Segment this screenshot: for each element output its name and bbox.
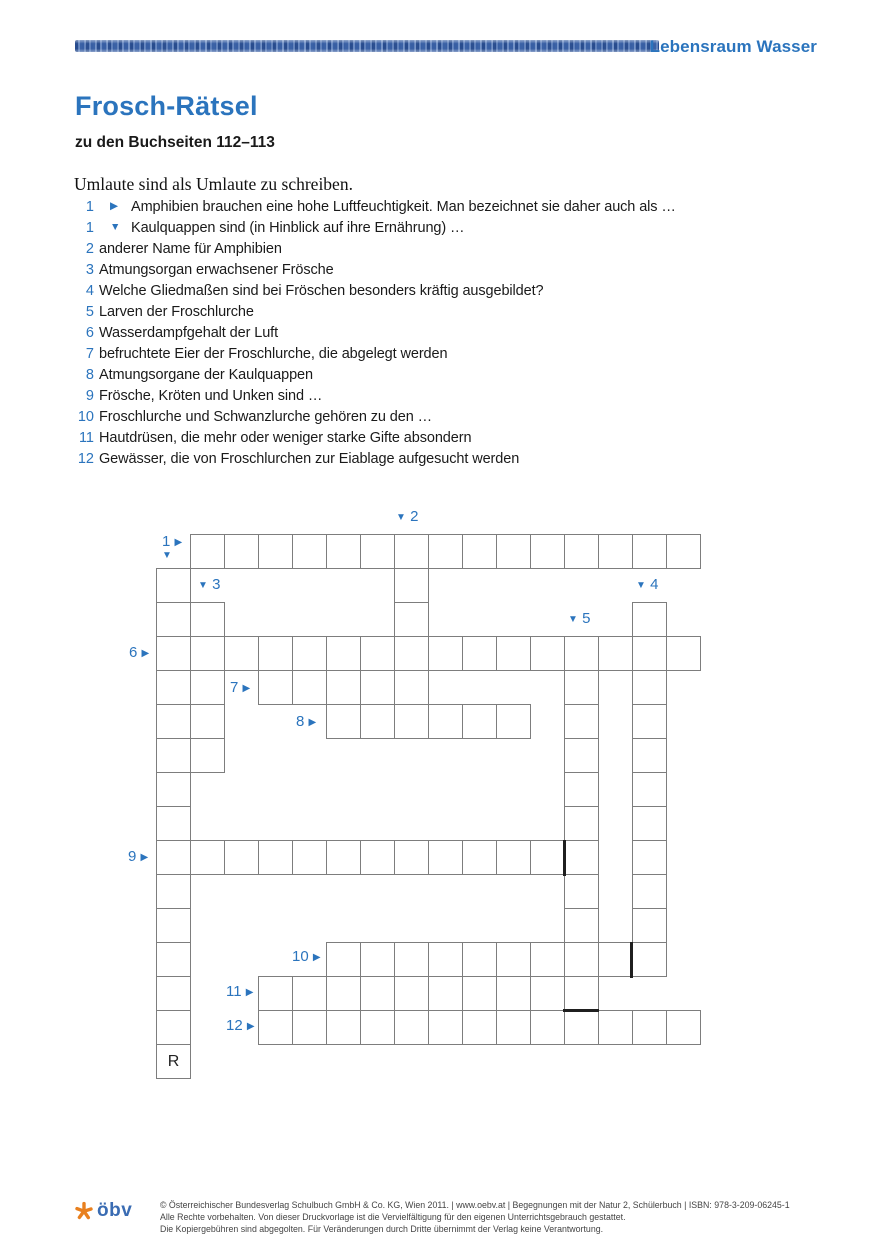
grid-cell-r2c0[interactable] [156, 602, 191, 637]
down-arrow-icon: ▼ [636, 580, 646, 591]
grid-cell-r3c1[interactable] [190, 636, 225, 671]
grid-cell-r12c12[interactable] [564, 942, 599, 977]
grid-cell-r3c6[interactable] [360, 636, 395, 671]
word-boundary-mark-2 [630, 942, 633, 978]
grid-cell-r8c14[interactable] [632, 806, 667, 841]
grid-cell-r5c10[interactable] [496, 704, 531, 739]
clue-number: 8 [85, 367, 94, 383]
grid-cell-r12c6[interactable] [360, 942, 395, 977]
clue-text: Gewässer, die von Froschlurchen zur Eiablage aufgesucht werden [99, 451, 520, 467]
grid-label-3 [198, 578, 220, 594]
grid-cell-r9c10[interactable] [496, 840, 531, 875]
prefilled-letter: R [167, 1053, 180, 1070]
grid-cell-r14c4[interactable] [292, 1010, 327, 1045]
grid-cell-r12c8[interactable] [428, 942, 463, 977]
right-arrow-icon: ▶ [140, 852, 149, 863]
clue-text: Frösche, Kröten und Unken sind … [99, 388, 323, 404]
grid-cell-r12c9[interactable] [462, 942, 497, 977]
grid-cell-r9c9[interactable] [462, 840, 497, 875]
grid-cell-r11c14[interactable] [632, 908, 667, 943]
grid-cell-r3c2[interactable] [224, 636, 259, 671]
grid-cell-r0c4[interactable] [292, 534, 327, 569]
grid-cell-r14c3[interactable] [258, 1010, 293, 1045]
grid-cell-r3c10[interactable] [496, 636, 531, 671]
grid-cell-r2c7[interactable] [394, 602, 429, 637]
grid-cell-r13c6[interactable] [360, 976, 395, 1011]
clue-text: Hautdrüsen, die mehr oder weniger starke Gifte absondern [99, 430, 472, 446]
grid-cell-r5c12[interactable] [564, 704, 599, 739]
grid-cell-r10c12[interactable] [564, 874, 599, 909]
grid-cell-r5c14[interactable] [632, 704, 667, 739]
clue-text: befruchtete Eier der Froschlurche, die abgelegt werden [99, 346, 448, 362]
grid-cell-r3c8[interactable] [428, 636, 463, 671]
grid-cell-r0c11[interactable] [530, 534, 565, 569]
grid-cell-r1c7[interactable] [394, 568, 429, 603]
grid-label-2 [396, 510, 418, 526]
clue-text: Amphibien brauchen eine hohe Luftfeuchtigkeit. Man bezeichnet sie daher auch als … [131, 199, 676, 215]
grid-cell-r0c6[interactable] [360, 534, 395, 569]
grid-cell-r12c7[interactable] [394, 942, 429, 977]
grid-cell-r3c5[interactable] [326, 636, 361, 671]
grid-cell-r6c12[interactable] [564, 738, 599, 773]
grid-cell-r12c11[interactable] [530, 942, 565, 977]
right-arrow-icon: ▶ [174, 537, 183, 548]
grid-cell-r3c13[interactable] [598, 636, 633, 671]
grid-cell-r4c6[interactable] [360, 670, 395, 705]
grid-cell-r1c0[interactable] [156, 568, 191, 603]
grid-cell-r4c14[interactable] [632, 670, 667, 705]
grid-label-8 [296, 715, 316, 731]
grid-cell-r11c0[interactable] [156, 908, 191, 943]
grid-cell-r14c7[interactable] [394, 1010, 429, 1045]
grid-cell-r9c12[interactable] [564, 840, 599, 875]
grid-cell-r0c2[interactable] [224, 534, 259, 569]
grid-cell-r14c12[interactable] [564, 1010, 599, 1045]
grid-label-7 [230, 681, 250, 697]
label-number: 8 [296, 713, 305, 730]
right-arrow-icon: ▶ [141, 648, 150, 659]
right-arrow-icon: ▶ [110, 200, 119, 212]
grid-cell-r13c12[interactable] [564, 976, 599, 1011]
grid-cell-r4c3[interactable] [258, 670, 293, 705]
grid-cell-r12c5[interactable] [326, 942, 361, 977]
clue-text: Welche Gliedmaßen sind bei Fröschen besonders kräftig ausgebildet? [99, 283, 544, 299]
grid-cell-r14c11[interactable] [530, 1010, 565, 1045]
clue-text: Wasserdampfgehalt der Luft [99, 325, 279, 341]
grid-cell-r13c4[interactable] [292, 976, 327, 1011]
grid-cell-r13c9[interactable] [462, 976, 497, 1011]
clue-text: Froschlurche und Schwanzlurche gehören zu den … [99, 409, 433, 425]
grid-cell-r5c1[interactable] [190, 704, 225, 739]
grid-cell-r11c12[interactable] [564, 908, 599, 943]
page-title: Frosch-Rätsel [75, 91, 258, 121]
grid-cell-r0c5[interactable] [326, 534, 361, 569]
grid-cell-r3c3[interactable] [258, 636, 293, 671]
grid-cell-r0c8[interactable] [428, 534, 463, 569]
grid-cell-r3c12[interactable] [564, 636, 599, 671]
grid-cell-r0c1[interactable] [190, 534, 225, 569]
grid-cell-r3c4[interactable] [292, 636, 327, 671]
clue-number: 1 [85, 220, 94, 236]
grid-cell-r12c10[interactable] [496, 942, 531, 977]
grid-cell-r9c2[interactable] [224, 840, 259, 875]
clue-text: Atmungsorgan erwachsener Frösche [99, 262, 334, 278]
grid-cell-r0c9[interactable] [462, 534, 497, 569]
label-number: 2 [410, 508, 419, 525]
label-number: 10 [292, 948, 309, 965]
clue-text: Kaulquappen sind (in Hinblick auf ihre Ernährung) … [131, 220, 465, 236]
footer-line-1: © Österreichischer Bundesverlag Schulbuch GmbH & Co. KG, Wien 2011. | www.oebv.at | Begegnungen mit der Natur 2, Schülerbuch | ISBN: 978-3-209-06245-1 [160, 1200, 790, 1210]
grid-cell-r5c0[interactable] [156, 704, 191, 739]
grid-cell-r14c6[interactable] [360, 1010, 395, 1045]
grid-cell-r3c9[interactable] [462, 636, 497, 671]
grid-cell-r9c3[interactable] [258, 840, 293, 875]
footer-line-2: Alle Rechte vorbehalten. Von dieser Druckvorlage ist die Vervielfältigung für den eigenen Unterrichtsgebrauch gestattet. [160, 1211, 626, 1222]
grid-cell-r4c1[interactable] [190, 670, 225, 705]
grid-cell-r9c6[interactable] [360, 840, 395, 875]
label-number: 11 [226, 983, 242, 1000]
grid-cell-r3c11[interactable] [530, 636, 565, 671]
right-arrow-icon: ▶ [246, 1021, 255, 1032]
clue-number: 1 [85, 199, 94, 215]
grid-cell-r6c1[interactable] [190, 738, 225, 773]
grid-cell-r9c1[interactable] [190, 840, 225, 875]
clue-text: Atmungsorgane der Kaulquappen [99, 367, 313, 383]
grid-label-12 [226, 1019, 255, 1035]
grid-cell-r12c13[interactable] [598, 942, 633, 977]
grid-cell-r9c0[interactable] [156, 840, 191, 875]
grid-cell-r13c7[interactable] [394, 976, 429, 1011]
instruction-text: Umlaute sind als Umlaute zu schreiben. [74, 174, 353, 194]
grid-cell-r13c0[interactable] [156, 976, 191, 1011]
grid-cell-r9c8[interactable] [428, 840, 463, 875]
label-number: 3 [212, 576, 221, 593]
label-number: 12 [226, 1017, 243, 1034]
grid-cell-r5c7[interactable] [394, 704, 429, 739]
grid-cell-r8c12[interactable] [564, 806, 599, 841]
grid-cell-r7c12[interactable] [564, 772, 599, 807]
clue-number: 5 [85, 304, 94, 320]
grid-cell-r10c14[interactable] [632, 874, 667, 909]
right-arrow-icon: ▶ [242, 683, 251, 694]
clue-number: 4 [85, 283, 94, 299]
grid-cell-r4c0[interactable] [156, 670, 191, 705]
grid-label-9 [128, 850, 148, 866]
clue-number: 12 [77, 451, 94, 467]
label-number: 5 [582, 610, 591, 627]
grid-cell-r6c14[interactable] [632, 738, 667, 773]
down-arrow-icon: ▼ [568, 614, 578, 625]
grid-cell-r6c0[interactable] [156, 738, 191, 773]
clue-text: Larven der Froschlurche [99, 304, 254, 320]
right-arrow-icon: ▶ [245, 987, 254, 998]
grid-cell-r3c0[interactable] [156, 636, 191, 671]
grid-cell-r2c1[interactable] [190, 602, 225, 637]
label-number: 4 [650, 576, 659, 593]
clue-number: 2 [85, 241, 94, 257]
grid-cell-r4c5[interactable] [326, 670, 361, 705]
grid-cell-r3c14[interactable] [632, 636, 667, 671]
clue-number: 11 [78, 430, 94, 446]
grid-cell-r14c15[interactable] [666, 1010, 701, 1045]
grid-label-10 [292, 950, 321, 966]
grid-cell-r12c0[interactable] [156, 942, 191, 977]
grid-cell-r4c4[interactable] [292, 670, 327, 705]
logo-text: öbv [97, 1200, 133, 1221]
grid-cell-r5c5[interactable] [326, 704, 361, 739]
grid-label-1 [162, 533, 183, 563]
grid-cell-r14c0[interactable] [156, 1010, 191, 1045]
label-number: 9 [128, 848, 137, 865]
grid-cell-r10c0[interactable] [156, 874, 191, 909]
grid-cell-r13c5[interactable] [326, 976, 361, 1011]
footer-line-3: Die Kopiergebühren sind abgegolten. Für Veränderungen durch Dritte übernimmt der Verlag keine Verantwortung. [160, 1223, 604, 1234]
clue-number: 3 [85, 262, 94, 278]
grid-cell-r2c14[interactable] [632, 602, 667, 637]
page-subtitle: zu den Buchseiten 112–113 [75, 134, 275, 151]
grid-cell-r14c8[interactable] [428, 1010, 463, 1045]
grid-label-6 [129, 646, 149, 662]
grid-cell-r13c10[interactable] [496, 976, 531, 1011]
right-arrow-icon: ▶ [308, 717, 317, 728]
grid-cell-r9c4[interactable] [292, 840, 327, 875]
grid-cell-r12c14[interactable] [632, 942, 667, 977]
grid-cell-r13c3[interactable] [258, 976, 293, 1011]
grid-cell-r14c10[interactable] [496, 1010, 531, 1045]
clue-number: 6 [85, 325, 94, 341]
grid-cell-r13c11[interactable] [530, 976, 565, 1011]
word-boundary-mark-3 [563, 1009, 599, 1012]
down-arrow-icon: ▼ [110, 221, 121, 233]
right-arrow-icon: ▶ [312, 952, 321, 963]
word-boundary-mark-1 [563, 840, 566, 876]
grid-cell-r7c0[interactable] [156, 772, 191, 807]
grid-cell-r9c7[interactable] [394, 840, 429, 875]
clue-number: 7 [85, 346, 94, 362]
grid-cell-r5c8[interactable] [428, 704, 463, 739]
grid-cell-r4c7[interactable] [394, 670, 429, 705]
grid-cell-r14c14[interactable] [632, 1010, 667, 1045]
down-arrow-icon: ▼ [198, 580, 208, 591]
grid-label-11 [226, 985, 253, 1001]
publisher-logo [74, 1200, 132, 1224]
grid-cell-r13c8[interactable] [428, 976, 463, 1011]
footer-copyright [160, 1200, 860, 1235]
label-number: 6 [129, 644, 138, 661]
grid-cell-r5c6[interactable] [360, 704, 395, 739]
grid-cell-r14c13[interactable] [598, 1010, 633, 1045]
chapter-heading: Lebensraum Wasser [649, 37, 817, 56]
grid-cell-r7c14[interactable] [632, 772, 667, 807]
grid-cell-r9c5[interactable] [326, 840, 361, 875]
grid-cell-r0c7[interactable] [394, 534, 429, 569]
grid-cell-r14c5[interactable] [326, 1010, 361, 1045]
label-number: 7 [230, 679, 239, 696]
grid-cell-r3c15[interactable] [666, 636, 701, 671]
clue-number: 9 [85, 388, 94, 404]
grid-cell-r8c0[interactable] [156, 806, 191, 841]
grid-cell-r5c9[interactable] [462, 704, 497, 739]
grid-cell-r3c7[interactable] [394, 636, 429, 671]
down-arrow-icon: ▼ [396, 512, 406, 523]
grid-cell-r14c9[interactable] [462, 1010, 497, 1045]
grid-cell-r9c14[interactable] [632, 840, 667, 875]
grid-label-5 [568, 612, 590, 628]
grid-cell-r0c12[interactable] [564, 534, 599, 569]
label-number: 1 [162, 533, 171, 550]
logo-star-icon [74, 1201, 94, 1221]
grid-cell-r9c11[interactable] [530, 840, 565, 875]
grid-cell-r0c13[interactable] [598, 534, 633, 569]
grid-label-4 [636, 578, 658, 594]
clue-number: 10 [77, 409, 94, 425]
grid-cell-r4c12[interactable] [564, 670, 599, 705]
grid-cell-r0c14[interactable] [632, 534, 667, 569]
grid-cell-r0c10[interactable] [496, 534, 531, 569]
clue-text: anderer Name für Amphibien [99, 241, 282, 257]
grid-cell-r0c3[interactable] [258, 534, 293, 569]
grid-cell-r0c15[interactable] [666, 534, 701, 569]
down-arrow-icon: ▼ [162, 550, 172, 561]
